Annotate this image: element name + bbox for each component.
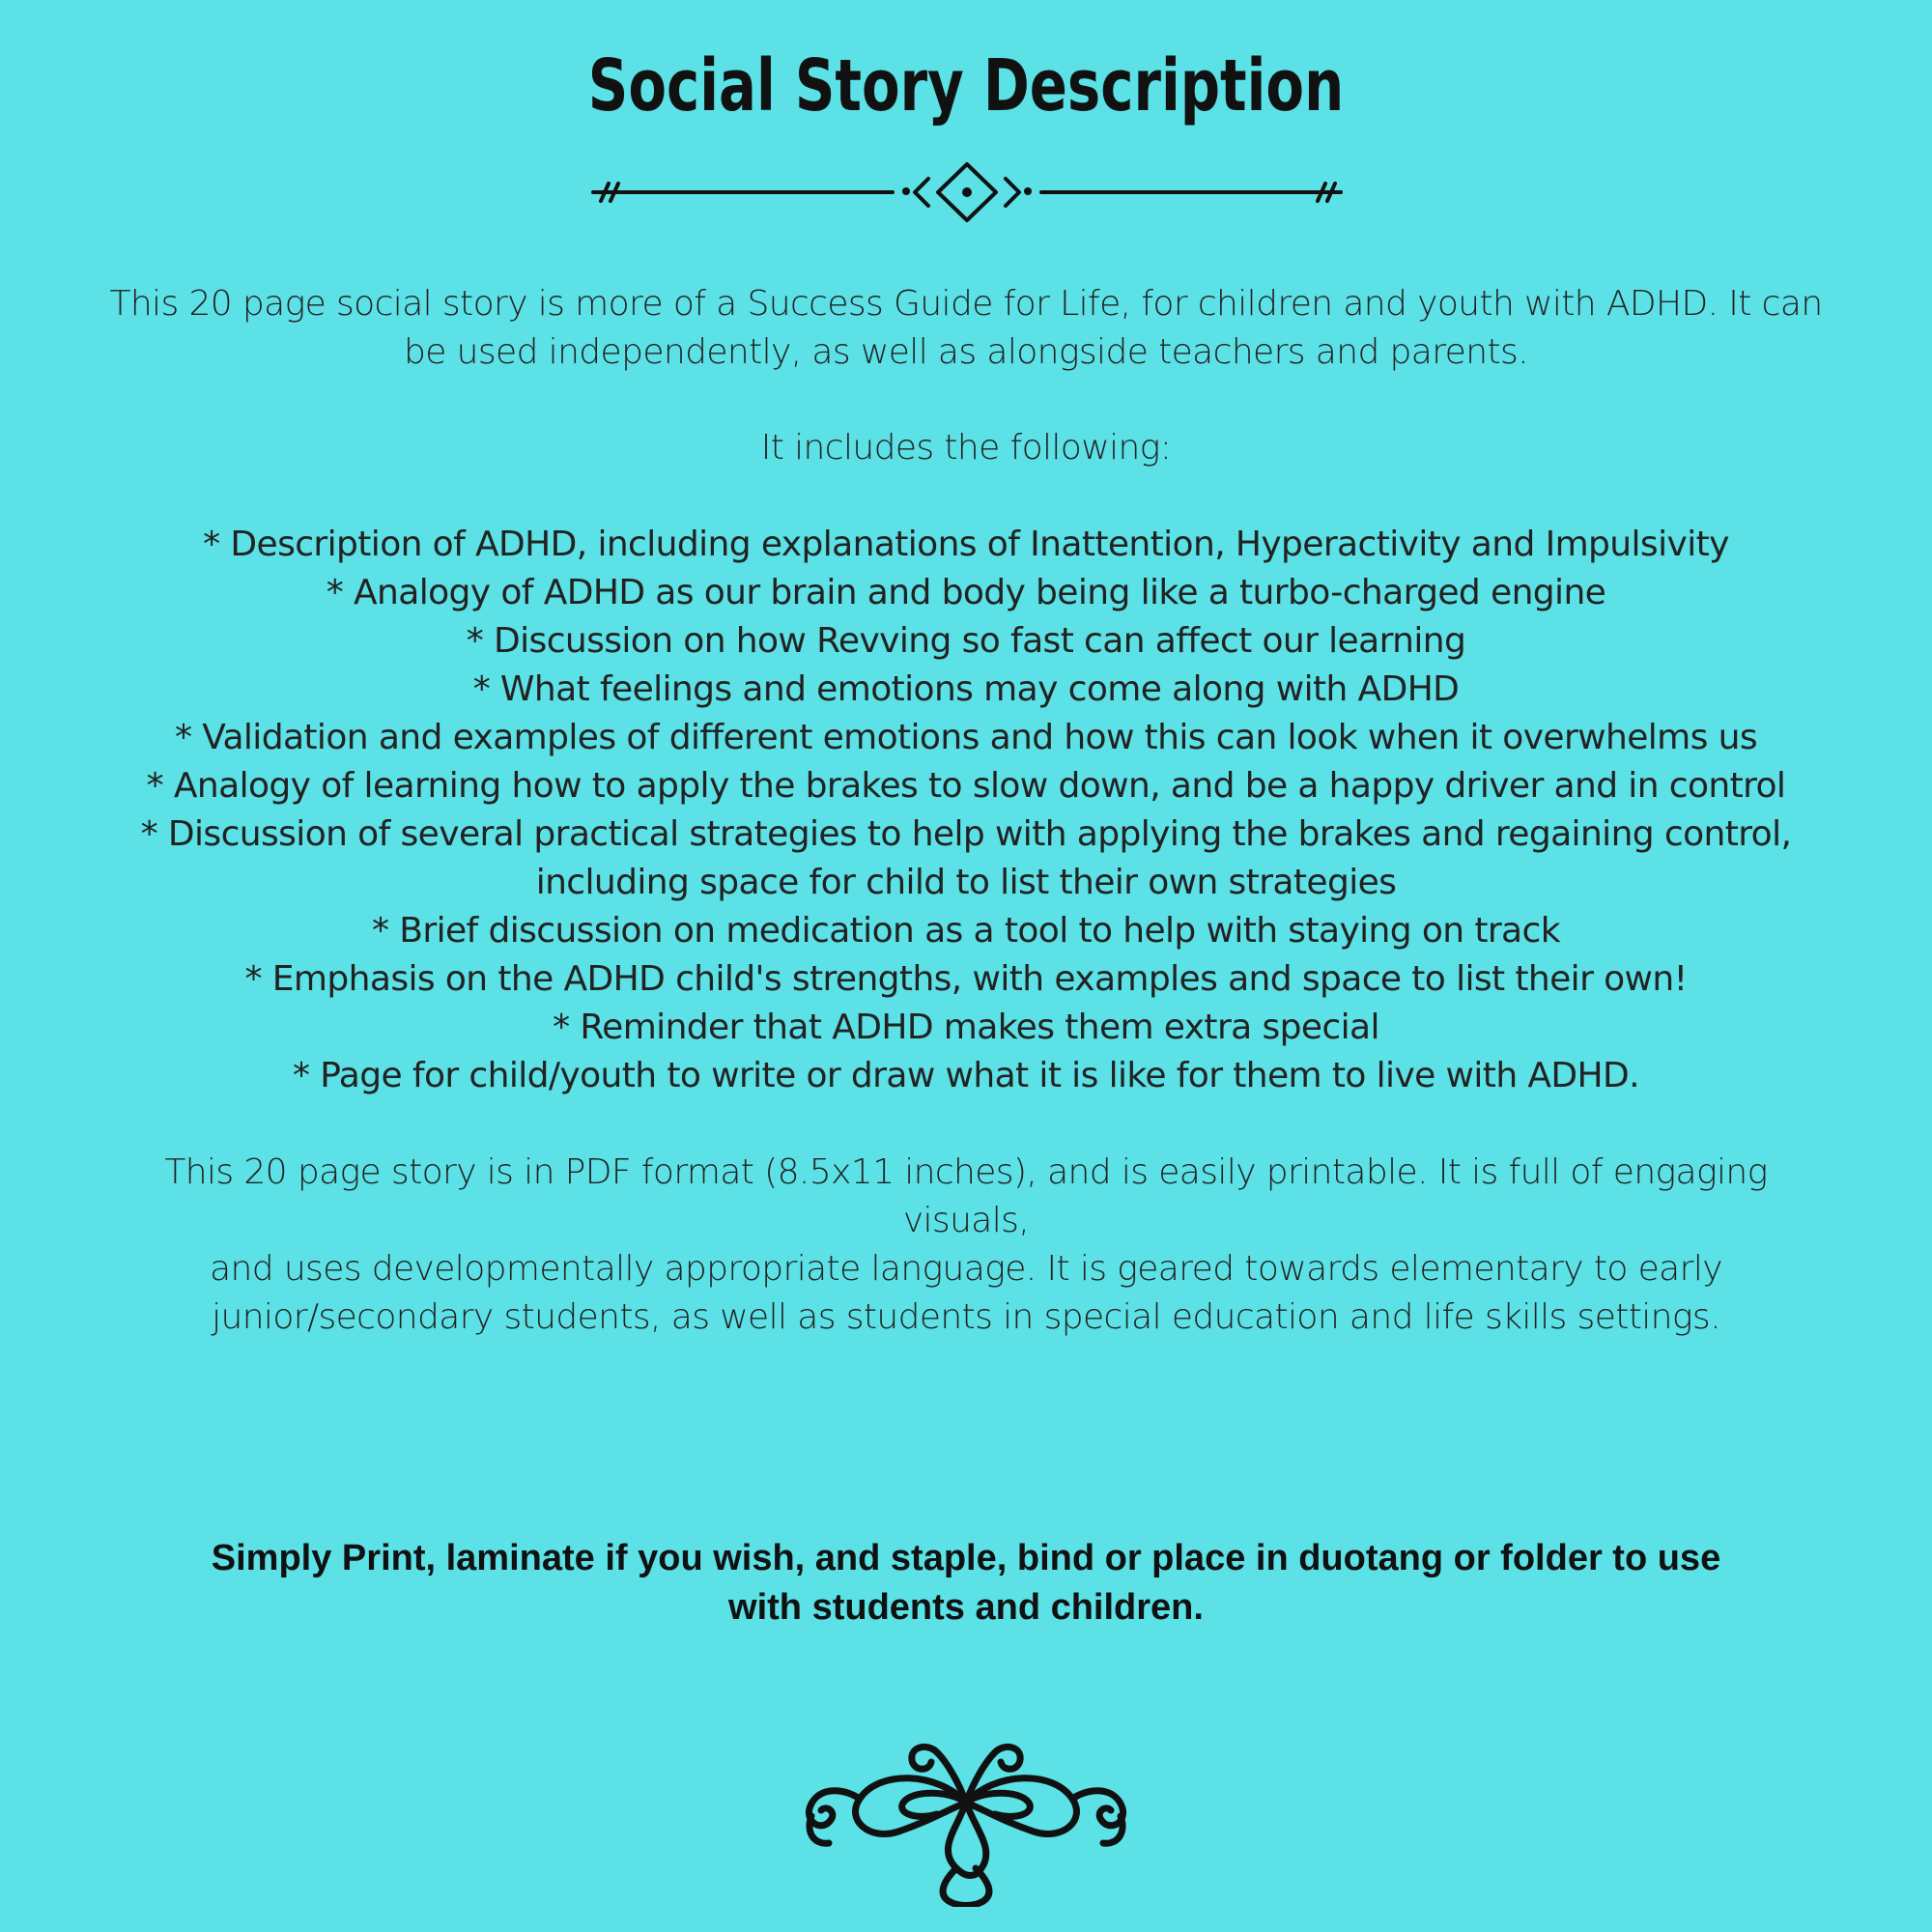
note-line: Simply Print, laminate if you wish, and staple, bind or place in duotang or folder to use: [211, 1538, 1721, 1578]
format-line: This 20 page story is in PDF format (8.5x11 inches), and is easily printable. It is full of engaging visuals,: [164, 1152, 1768, 1240]
format-paragraph: [97, 1149, 1835, 1342]
list-item: * Brief discussion on medication as a tool to help with staying on track: [372, 911, 1560, 951]
format-line: junior/secondary students, as well as students in special education and life skills settings.: [212, 1297, 1720, 1337]
list-item: * Discussion of several practical strategies to help with applying the brakes and regaining control,: [140, 814, 1792, 854]
intro-line: This 20 page social story is more of a Success Guide for Life, for children and youth with ADHD. It can: [109, 284, 1823, 324]
diamond-divider-icon: [585, 156, 1349, 224]
list-item: * Discussion on how Revving so fast can affect our learning: [466, 621, 1466, 661]
intro-paragraph: [97, 280, 1835, 377]
feature-list: [77, 521, 1855, 1100]
list-item: * Reminder that ADHD makes them extra special: [553, 1008, 1379, 1047]
list-item: * Description of ADHD, including explanations of Inattention, Hyperactivity and Impulsivity: [203, 525, 1729, 564]
intro-line: be used independently, as well as alongside teachers and parents.: [404, 332, 1528, 372]
flourish-ornament-icon: [792, 1723, 1140, 1907]
list-item: * Emphasis on the ADHD child's strengths, with examples and space to list their own!: [244, 959, 1688, 999]
list-item: * Analogy of learning how to apply the brakes to slow down, and be a happy driver and in control: [146, 766, 1786, 806]
includes-heading: It includes the following:: [760, 428, 1172, 468]
list-item: * What feelings and emotions may come along with ADHD: [472, 669, 1460, 709]
page-title: Social Story Description: [587, 44, 1345, 128]
list-item: * Validation and examples of different emotions and how this can look when it overwhelms us: [174, 718, 1758, 757]
list-item: * Analogy of ADHD as our brain and body being like a turbo-charged engine: [326, 573, 1606, 612]
format-line: and uses developmentally appropriate language. It is geared towards elementary to early: [210, 1249, 1722, 1289]
list-item: including space for child to list their own strategies: [535, 863, 1397, 902]
note-line: with students and children.: [728, 1587, 1204, 1628]
list-item: * Page for child/youth to write or draw what it is like for them to live with ADHD.: [293, 1056, 1639, 1095]
print-instructions: [116, 1534, 1816, 1633]
